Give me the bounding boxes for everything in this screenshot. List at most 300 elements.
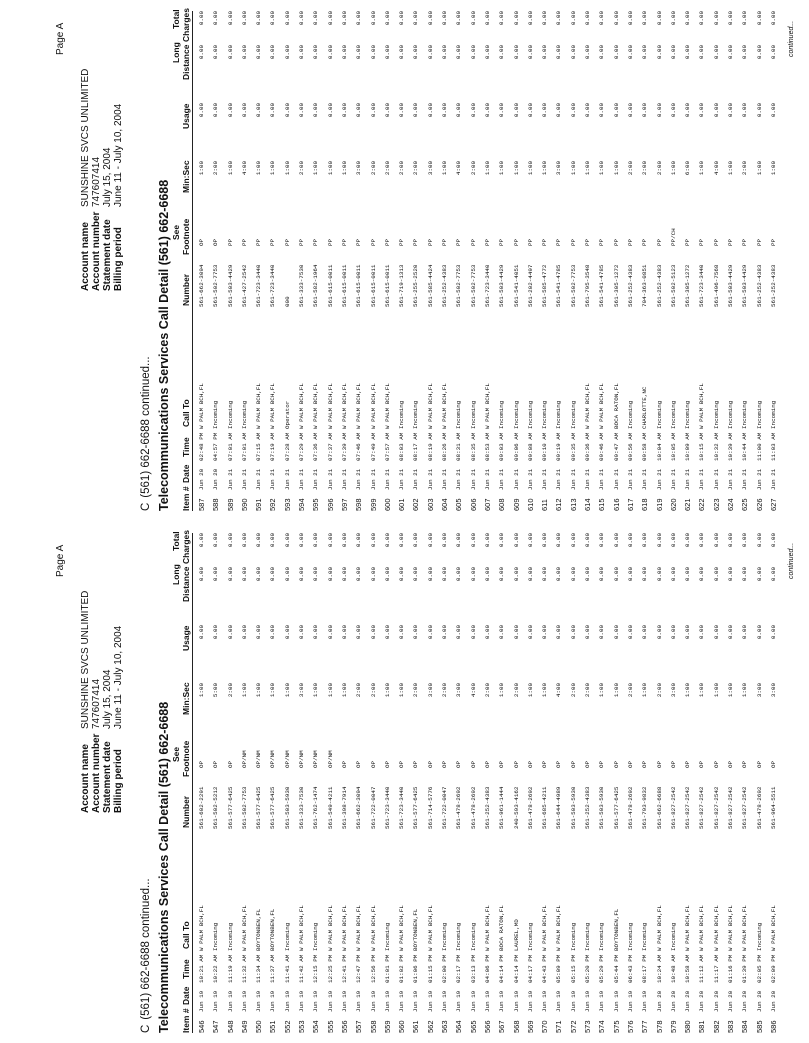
phone-number: 561-541-4051	[512, 264, 520, 307]
phone-number: 561-827-2542	[698, 786, 706, 829]
footnote: PP	[426, 238, 434, 246]
min-sec: 2:00	[369, 161, 377, 176]
phone-number: 561-577-6425	[255, 786, 263, 829]
long-distance-charge: 0.00	[369, 45, 377, 60]
footnote: PP	[398, 238, 406, 246]
call-time: 05:44 PM	[612, 954, 620, 983]
call-time: 11:41 AM	[283, 954, 291, 983]
call-time: 09:36 AM	[584, 432, 592, 461]
usage-charge: 0.00	[483, 103, 491, 118]
total-charge: 0.00	[712, 11, 720, 26]
table-row	[352, 11, 366, 511]
table-row	[338, 533, 352, 1033]
usage-charge: 0.00	[526, 103, 534, 118]
call-time: 10:05 AM	[669, 432, 677, 461]
table-row	[610, 533, 624, 1033]
footnote: OP	[383, 760, 391, 768]
total-charge: 0.00	[598, 533, 606, 548]
footnote: OP	[669, 760, 677, 768]
item-number: 567	[497, 1020, 507, 1033]
item-number: 627	[768, 498, 778, 511]
usage-charge: 0.00	[669, 103, 677, 118]
long-distance-charge: 0.00	[698, 567, 706, 582]
usage-charge: 0.00	[555, 625, 563, 640]
footnote: OP	[712, 760, 720, 768]
item-number: 610	[525, 498, 535, 511]
total-charge: 0.00	[198, 11, 205, 26]
table-row	[710, 533, 724, 1033]
min-sec: 4:00	[469, 683, 477, 698]
table-row	[767, 533, 781, 1033]
long-distance-charge: 0.00	[755, 567, 763, 582]
usage-charge: 0.00	[255, 625, 263, 640]
usage-charge: 0.00	[555, 103, 563, 118]
call-date: Jun 20	[769, 990, 777, 1012]
table-row	[638, 11, 652, 511]
call-time: 10:09 AM	[684, 432, 692, 461]
call-to: W PALM BCH,FL	[769, 905, 777, 951]
phone-number: 561-795-3548	[584, 264, 592, 307]
item-number: 576	[625, 1020, 635, 1033]
min-sec: 2:00	[398, 161, 406, 176]
long-distance-charge: 0.00	[412, 567, 420, 582]
footnote: PP	[283, 238, 291, 246]
min-sec: 1:00	[612, 161, 620, 176]
long-distance-charge: 0.00	[412, 45, 420, 60]
phone-number: 561-502-5212	[212, 786, 220, 829]
min-sec: 1:00	[326, 161, 334, 176]
min-sec: 2:00	[226, 683, 234, 698]
table-row	[381, 533, 395, 1033]
header-charges: Charges	[181, 529, 191, 564]
table-row	[452, 533, 466, 1033]
phone-number: 561-723-3440	[269, 264, 277, 307]
long-distance-charge: 0.00	[555, 45, 563, 60]
footnote: PP	[383, 238, 391, 246]
min-sec: 2:00	[212, 161, 220, 176]
call-to: Incoming	[526, 922, 534, 951]
footnote: PP	[598, 238, 606, 246]
long-distance-charge: 0.00	[283, 567, 291, 582]
call-to: Incoming	[283, 922, 291, 951]
call-to: Incoming	[312, 922, 320, 951]
call-date: Jun 21	[412, 468, 420, 490]
call-time: 08:35 AM	[469, 432, 477, 461]
call-to: Incoming	[669, 400, 677, 429]
phone-number: 561-478-2692	[455, 786, 463, 829]
call-time: 11:32 AM	[240, 954, 248, 983]
min-sec: 2:00	[655, 161, 663, 176]
footnote: OP	[612, 760, 620, 768]
phone-number: 561-502-7753	[469, 264, 477, 307]
table-row	[567, 533, 581, 1033]
min-sec: 1:00	[269, 683, 277, 698]
usage-charge: 0.00	[641, 625, 649, 640]
usage-charge: 0.00	[469, 625, 477, 640]
footnote: PP	[483, 238, 491, 246]
item-number: 606	[468, 498, 478, 511]
phone-number: 561-503-4429	[498, 264, 506, 307]
item-number: 575	[611, 1020, 621, 1033]
long-distance-charge: 0.00	[226, 567, 234, 582]
footnote: OP/NM	[326, 750, 334, 768]
phone-number: 561-252-4383	[626, 264, 634, 307]
min-sec: 1:00	[340, 161, 348, 176]
total-charge: 0.00	[626, 533, 634, 548]
min-sec: 1:00	[255, 161, 263, 176]
footnote: PP	[441, 238, 449, 246]
phone-number: 561-478-2692	[755, 786, 763, 829]
item-number: 583	[725, 1020, 735, 1033]
item-number: 598	[354, 498, 364, 511]
call-to: W PALM BCH,FL	[426, 905, 434, 951]
footnote: OP	[455, 760, 463, 768]
phone-number: 561-723-3440	[383, 786, 391, 829]
call-date: Jun 19	[340, 990, 348, 1012]
header-usage: Usage	[181, 625, 191, 651]
long-distance-charge: 0.00	[198, 567, 205, 582]
long-distance-charge: 0.00	[698, 45, 706, 60]
item-number: 617	[625, 498, 635, 511]
call-date: Jun 21	[569, 468, 577, 490]
call-date: Jun 19	[498, 990, 506, 1012]
long-distance-charge: 0.00	[541, 567, 549, 582]
call-to: Incoming	[383, 922, 391, 951]
item-number: 584	[740, 1020, 750, 1033]
call-time: 11:42 AM	[298, 954, 306, 983]
min-sec: 2:00	[412, 683, 420, 698]
call-date: Jun 19	[526, 990, 534, 1012]
table-row	[367, 11, 381, 511]
call-date: Jun 21	[541, 468, 549, 490]
item-number: 578	[654, 1020, 664, 1033]
call-time: 09:58 AM	[641, 432, 649, 461]
total-charge: 0.00	[412, 533, 420, 548]
long-distance-charge: 0.00	[541, 45, 549, 60]
call-to: Incoming	[398, 400, 406, 429]
footnote: PP	[269, 238, 277, 246]
call-time: 02:00 PM	[441, 954, 449, 983]
table-row	[338, 11, 352, 511]
table-header	[170, 529, 193, 1033]
call-date: Jun 21	[340, 468, 348, 490]
call-to: Incoming	[769, 400, 777, 429]
min-sec: 1:00	[441, 161, 449, 176]
usage-charge: 0.00	[741, 103, 749, 118]
total-charge: 0.00	[526, 11, 534, 26]
footnote: PP	[769, 238, 777, 246]
call-to: Incoming	[755, 400, 763, 429]
call-date: Jun 21	[612, 468, 620, 490]
call-to: Incoming	[626, 400, 634, 429]
min-sec: 1:00	[569, 161, 577, 176]
long-distance-charge: 0.00	[455, 567, 463, 582]
footnote: PP	[312, 238, 320, 246]
statement-date-label: Statement date	[102, 219, 113, 291]
min-sec: 2:00	[298, 161, 306, 176]
min-sec: 2:00	[512, 683, 520, 698]
min-sec: 3:00	[426, 683, 434, 698]
call-time: 07:39 AM	[340, 432, 348, 461]
long-distance-charge: 0.00	[398, 567, 406, 582]
statement-date: July 15, 2004	[102, 669, 113, 729]
phone-number: 561-427-2542	[240, 264, 248, 307]
phone-number: 561-333-7530	[298, 786, 306, 829]
total-charge: 0.00	[369, 11, 377, 26]
call-date: Jun 19	[512, 990, 520, 1012]
table-row	[224, 11, 238, 511]
total-charge: 0.00	[226, 533, 234, 548]
call-time: 10:24 AM	[655, 954, 663, 983]
call-date: Jun 19	[412, 990, 420, 1012]
call-to: W PALM BCH,FL	[483, 383, 491, 429]
header-see: See	[171, 224, 181, 240]
call-to: W PALM BCH,FL	[355, 905, 363, 951]
call-date: Jun 19	[483, 990, 491, 1012]
footnote: OP	[212, 760, 220, 768]
section-heading	[140, 356, 152, 511]
phone-number: 561-723-3440	[255, 264, 263, 307]
total-charge: 0.00	[755, 11, 763, 26]
section-letter: C	[140, 502, 152, 511]
call-time: 01:06 PM	[412, 954, 420, 983]
phone-number: 561-719-1313	[398, 264, 406, 307]
item-number: 574	[597, 1020, 607, 1033]
phone-number: 561-502-7753	[212, 264, 220, 307]
table-row	[681, 533, 695, 1033]
item-number: 603	[425, 498, 435, 511]
table-row	[409, 11, 423, 511]
item-number: 560	[397, 1020, 407, 1033]
min-sec: 1:00	[340, 683, 348, 698]
call-to: Operator	[283, 400, 291, 429]
call-date: Jun 19	[555, 990, 563, 1012]
usage-charge: 0.00	[226, 625, 234, 640]
call-date: Jun 19	[298, 990, 306, 1012]
min-sec: 1:00	[283, 683, 291, 698]
footnote: OP/NM	[312, 750, 320, 768]
long-distance-charge: 0.00	[726, 45, 734, 60]
call-date: Jun 21	[269, 468, 277, 490]
call-to: Incoming	[512, 400, 520, 429]
long-distance-charge: 0.00	[512, 567, 520, 582]
table-row	[281, 533, 295, 1033]
call-to: Incoming	[626, 922, 634, 951]
min-sec: 2:00	[641, 161, 649, 176]
call-to: Incoming	[455, 922, 463, 951]
usage-charge: 0.00	[612, 103, 620, 118]
table-row	[238, 11, 252, 511]
table-row	[581, 533, 595, 1033]
header-total: Total	[171, 531, 181, 551]
call-to: W PALM BCH,FL	[312, 383, 320, 429]
account-number: 747607414	[91, 678, 102, 729]
long-distance-charge: 0.00	[569, 45, 577, 60]
min-sec: 1:00	[283, 161, 291, 176]
call-time: 09:03 AM	[498, 432, 506, 461]
min-sec: 3:00	[426, 161, 434, 176]
long-distance-charge: 0.00	[584, 567, 592, 582]
footnote: OP	[769, 760, 777, 768]
phone-number: 561-723-3440	[483, 264, 491, 307]
long-distance-charge: 0.00	[255, 45, 263, 60]
call-date: Jun 20	[655, 990, 663, 1012]
phone-number: 561-503-4429	[726, 264, 734, 307]
call-date: Jun 20	[726, 990, 734, 1012]
call-to: Incoming	[240, 400, 248, 429]
account-info	[80, 69, 124, 291]
table-row	[595, 11, 609, 511]
call-date: Jun 19	[584, 990, 592, 1012]
footnote: OP	[698, 760, 706, 768]
table-title: Telecommunications Services Call Detail (561) 662-6688	[157, 179, 171, 511]
min-sec: 2:00	[626, 161, 634, 176]
footnote: PP	[255, 238, 263, 246]
call-to: W PALM BCH,FL	[483, 905, 491, 951]
total-charge: 0.00	[483, 11, 491, 26]
min-sec: 1:00	[326, 683, 334, 698]
min-sec: 4:00	[240, 161, 248, 176]
table-row	[424, 11, 438, 511]
usage-charge: 0.00	[326, 103, 334, 118]
usage-charge: 0.00	[469, 103, 477, 118]
footnote: PP	[555, 238, 563, 246]
usage-charge: 0.00	[584, 625, 592, 640]
call-time: 08:19 AM	[426, 432, 434, 461]
long-distance-charge: 0.00	[441, 45, 449, 60]
item-number: 581	[697, 1020, 707, 1033]
call-time: 05:20 PM	[584, 954, 592, 983]
usage-charge: 0.00	[198, 625, 205, 640]
min-sec: 1:00	[312, 683, 320, 698]
call-date: Jun 21	[355, 468, 363, 490]
long-distance-charge: 0.00	[741, 45, 749, 60]
call-time: 10:15 AM	[698, 432, 706, 461]
min-sec: 1:00	[669, 161, 677, 176]
long-distance-charge: 0.00	[726, 567, 734, 582]
call-time: 07:36 AM	[312, 432, 320, 461]
phone-number: 561-685-4211	[541, 786, 549, 829]
long-distance-charge: 0.00	[469, 45, 477, 60]
table-row	[438, 533, 452, 1033]
footnote: OP	[526, 760, 534, 768]
phone-number: 561-478-2692	[626, 786, 634, 829]
call-time: 01:15 PM	[426, 954, 434, 983]
usage-charge: 0.00	[712, 625, 720, 640]
header-min-sec: Min:Sec	[181, 682, 191, 715]
table-row	[524, 11, 538, 511]
usage-charge: 0.00	[541, 103, 549, 118]
call-date: Jun 21	[383, 468, 391, 490]
header-see: See	[171, 746, 181, 762]
table-row	[438, 11, 452, 511]
usage-charge: 0.00	[269, 625, 277, 640]
item-number: 552	[282, 1020, 292, 1033]
table-row	[552, 11, 566, 511]
table-row	[510, 533, 524, 1033]
call-to: Incoming	[712, 400, 720, 429]
phone-number: 561-723-3440	[698, 264, 706, 307]
total-charge: 0.00	[340, 11, 348, 26]
total-charge: 0.00	[198, 533, 205, 548]
item-number: 558	[368, 1020, 378, 1033]
header-time: Time	[181, 437, 191, 457]
call-to: W PALM BCH,FL	[726, 905, 734, 951]
footnote: PP	[698, 238, 706, 246]
footnote: OP	[426, 760, 434, 768]
call-date: Jun 20	[684, 990, 692, 1012]
call-to: BOYTONBEN,FL	[412, 908, 420, 951]
header-item: Item #	[181, 486, 191, 511]
header-call-to: Call To	[181, 399, 191, 427]
call-time: 09:46 AM	[598, 432, 606, 461]
table-row	[710, 11, 724, 511]
total-charge: 0.00	[240, 11, 248, 26]
usage-charge: 0.00	[612, 625, 620, 640]
item-number: 569	[525, 1020, 535, 1033]
min-sec: 2:00	[741, 161, 749, 176]
call-to: Incoming	[212, 922, 220, 951]
table-row	[695, 11, 709, 511]
phone-number: 561-577-6425	[412, 786, 420, 829]
call-to: Incoming	[469, 400, 477, 429]
call-date: Jun 21	[755, 468, 763, 490]
usage-charge: 0.00	[455, 625, 463, 640]
table-row	[753, 11, 767, 511]
footnote: OP/NM	[269, 750, 277, 768]
usage-charge: 0.00	[369, 625, 377, 640]
usage-charge: 0.00	[240, 103, 248, 118]
phone-number: 561-478-2692	[526, 786, 534, 829]
long-distance-charge: 0.00	[240, 45, 248, 60]
footnote: OP	[412, 760, 420, 768]
call-to: W PALM BCH,FL	[298, 905, 306, 951]
usage-charge: 0.00	[383, 625, 391, 640]
table-row	[295, 533, 309, 1033]
item-number: 586	[768, 1020, 778, 1033]
long-distance-charge: 0.00	[555, 567, 563, 582]
call-time: 04:57 PM	[212, 432, 220, 461]
footnote: PP	[684, 238, 692, 246]
call-to: Incoming	[669, 922, 677, 951]
table-row	[395, 11, 409, 511]
call-date: Jun 21	[698, 468, 706, 490]
long-distance-charge: 0.00	[455, 45, 463, 60]
table-row	[481, 11, 495, 511]
total-charge: 0.00	[483, 533, 491, 548]
long-distance-charge: 0.00	[512, 45, 520, 60]
min-sec: 4:00	[712, 161, 720, 176]
call-time: 07:29 AM	[298, 432, 306, 461]
call-time: 12:47 PM	[355, 954, 363, 983]
call-date: Jun 20	[712, 990, 720, 1012]
call-time: 07:01 AM	[240, 432, 248, 461]
call-date: Jun 21	[426, 468, 434, 490]
call-to: W PALM BCH,FL	[255, 383, 263, 429]
usage-charge: 0.00	[498, 103, 506, 118]
phone-number: 561-615-0011	[355, 264, 363, 307]
item-number: 570	[540, 1020, 550, 1033]
phone-number: 561-615-0011	[340, 264, 348, 307]
call-date: Jun 21	[398, 468, 406, 490]
call-date: Jun 21	[369, 468, 377, 490]
min-sec: 1:00	[226, 161, 234, 176]
phone-number: 561-662-6688	[655, 786, 663, 829]
phone-number: 561-615-0011	[369, 264, 377, 307]
usage-charge: 0.00	[283, 625, 291, 640]
call-date: Jun 21	[526, 468, 534, 490]
phone-number: 561-252-4383	[584, 786, 592, 829]
